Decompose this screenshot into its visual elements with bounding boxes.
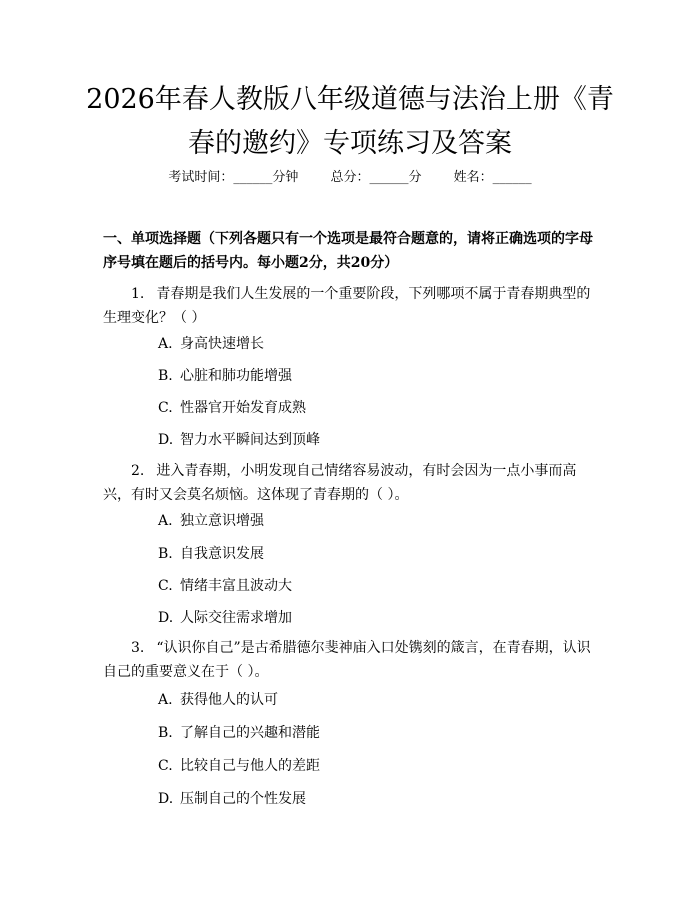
option-2d — [158, 608, 292, 628]
option-letter: B. — [158, 368, 173, 384]
option-text: 获得他人的认可 — [180, 692, 278, 708]
question-text: 进入青春期，小明发现自己情绪容易波动，有时会因为一点小事而高兴，有时又会莫名烦恼。这体现了青春期的（ ）。 — [103, 463, 577, 503]
option-1d — [158, 430, 320, 450]
option-text: 压制自己的个性发展 — [180, 791, 306, 807]
question-text: 青春期是我们人生发展的一个重要阶段，下列哪项不属于青春期典型的生理变化？（ ） — [103, 286, 591, 326]
exam-info — [0, 166, 700, 185]
option-letter: C. — [158, 758, 173, 774]
option-1b — [158, 366, 292, 386]
option-3c — [158, 756, 320, 776]
option-2c — [158, 576, 292, 596]
question-number: 3. — [131, 640, 145, 656]
question-3 — [103, 636, 603, 684]
section-heading-line-1: 一、单项选择题（下列各题只有一个选项是最符合题意的，请将正确选项的字母 — [103, 231, 593, 247]
option-text: 比较自己与他人的差距 — [180, 758, 320, 774]
option-text: 情绪丰富且波动大 — [180, 578, 292, 594]
option-text: 智力水平瞬间达到顶峰 — [180, 432, 320, 448]
option-letter: D. — [158, 610, 174, 626]
option-letter: B. — [158, 546, 173, 562]
option-2a — [158, 511, 264, 531]
option-letter: A. — [158, 336, 173, 352]
option-letter: D. — [158, 791, 174, 807]
option-letter: D. — [158, 432, 174, 448]
option-text: 性器官开始发育成熟 — [180, 400, 306, 416]
option-letter: A. — [158, 513, 173, 529]
option-3a — [158, 690, 278, 710]
option-1a — [158, 334, 264, 354]
option-text: 自我意识发展 — [180, 546, 264, 562]
exam-time: 考试时间：______分钟 — [168, 170, 299, 185]
option-text: 心脏和肺功能增强 — [180, 368, 292, 384]
option-3b — [158, 723, 320, 743]
title-line-1: 2026年春人教版八年级道德与法治上册《青 — [86, 84, 614, 115]
option-1c — [158, 398, 306, 418]
section-heading — [103, 227, 603, 275]
option-text: 独立意识增强 — [180, 513, 264, 529]
option-letter: B. — [158, 725, 173, 741]
question-1 — [103, 282, 603, 330]
option-2b — [158, 544, 264, 564]
section-heading-line-2: 序号填在题后的括号内。每小题2分，共20分） — [103, 255, 399, 271]
exam-name: 姓名：______ — [453, 170, 532, 185]
page-title — [70, 78, 630, 166]
option-letter: C. — [158, 400, 173, 416]
question-number: 2. — [131, 463, 145, 479]
option-text: 了解自己的兴趣和潜能 — [180, 725, 320, 741]
option-text: 人际交往需求增加 — [180, 610, 292, 626]
option-letter: C. — [158, 578, 173, 594]
option-letter: A. — [158, 692, 173, 708]
exam-score: 总分：______分 — [330, 170, 422, 185]
question-text: “认识你自己”是古希腊德尔斐神庙入口处镌刻的箴言，在青春期，认识自己的重要意义在于（ ）。 — [103, 640, 591, 680]
option-text: 身高快速增长 — [180, 336, 264, 352]
title-line-2: 春的邀约》专项练习及答案 — [188, 128, 512, 159]
question-number: 1. — [131, 286, 145, 302]
option-3d — [158, 789, 306, 809]
question-2 — [103, 459, 603, 507]
